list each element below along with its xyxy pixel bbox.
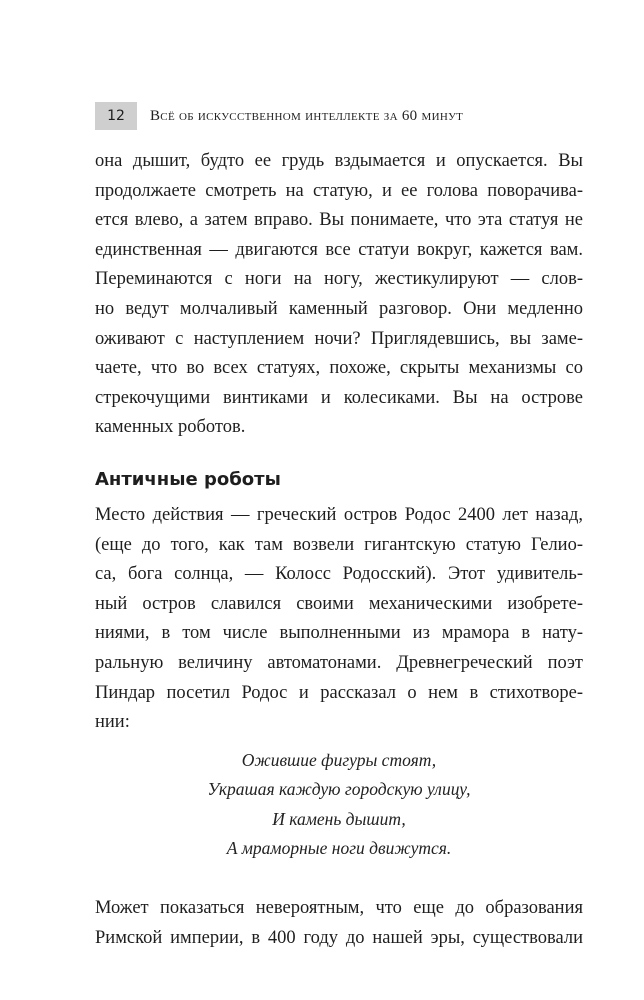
text-line: Пиндар посетил Родос и рассказал о нем в стихотворе- (95, 682, 583, 703)
text-line: ный остров славился своими механическими изобрете- (95, 593, 583, 614)
text-line: продолжаете смотреть на статую, и ее голова поворачива- (95, 180, 583, 201)
poem-line: Украшая каждую городскую улицу, (207, 779, 471, 800)
text-line: единственная — двигаются все статуи вокруг, кажется вам. (95, 239, 583, 260)
poem-quote (95, 746, 583, 864)
running-header (95, 102, 463, 130)
text-line: оживают с наступлением ночи? Приглядевшись, вы заме- (95, 328, 583, 349)
text-line: ется влево, а затем вправо. Вы понимаете, что эта статуя не (95, 210, 583, 231)
running-title: Всё об искусственном интеллекте за 60 минут (150, 107, 464, 124)
text-line: чаете, что во всех статуях, похоже, скрыты механизмы со (95, 358, 583, 379)
paragraph-rhodes (95, 501, 583, 738)
text-line: стрекочущими винтиками и колесиками. Вы на острове (95, 387, 583, 408)
text-line: Может показаться невероятным, что еще до образования (95, 898, 583, 919)
paragraph-roman-empire (95, 894, 583, 953)
text-line: Римской империи, в 400 году до нашей эры, существовали (95, 927, 583, 948)
page-body (95, 147, 583, 953)
poem-line: И камень дышит, (272, 808, 406, 829)
text-line: но ведут молчаливый каменный разговор. Они медленно (95, 298, 583, 319)
page-number: 12 (95, 102, 137, 130)
text-line: ральную величину автоматонами. Древнегреческий поэт (95, 652, 583, 673)
poem-line: А мраморные ноги движутся. (226, 838, 452, 859)
text-line: ниями, в том числе выполненными из мрамора в нату- (95, 623, 583, 644)
text-line: нии: (95, 712, 130, 733)
poem-line: Ожившие фигуры стоят, (241, 749, 437, 770)
text-line: са, бога солнца, — Колосс Родосский). Этот удивитель- (95, 564, 583, 585)
text-line: (еще до того, как там возвели гигантскую статую Гелио- (95, 534, 583, 555)
section-heading: Античные роботы (95, 468, 281, 490)
text-line: Переминаются с ноги на ногу, жестикулируют — слов- (95, 269, 583, 290)
paragraph-statues (95, 147, 583, 443)
text-line: она дышит, будто ее грудь вздымается и опускается. Вы (95, 151, 583, 171)
text-line: Место действия — греческий остров Родос 2400 лет назад, (95, 504, 583, 525)
text-line: каменных роботов. (95, 417, 246, 438)
